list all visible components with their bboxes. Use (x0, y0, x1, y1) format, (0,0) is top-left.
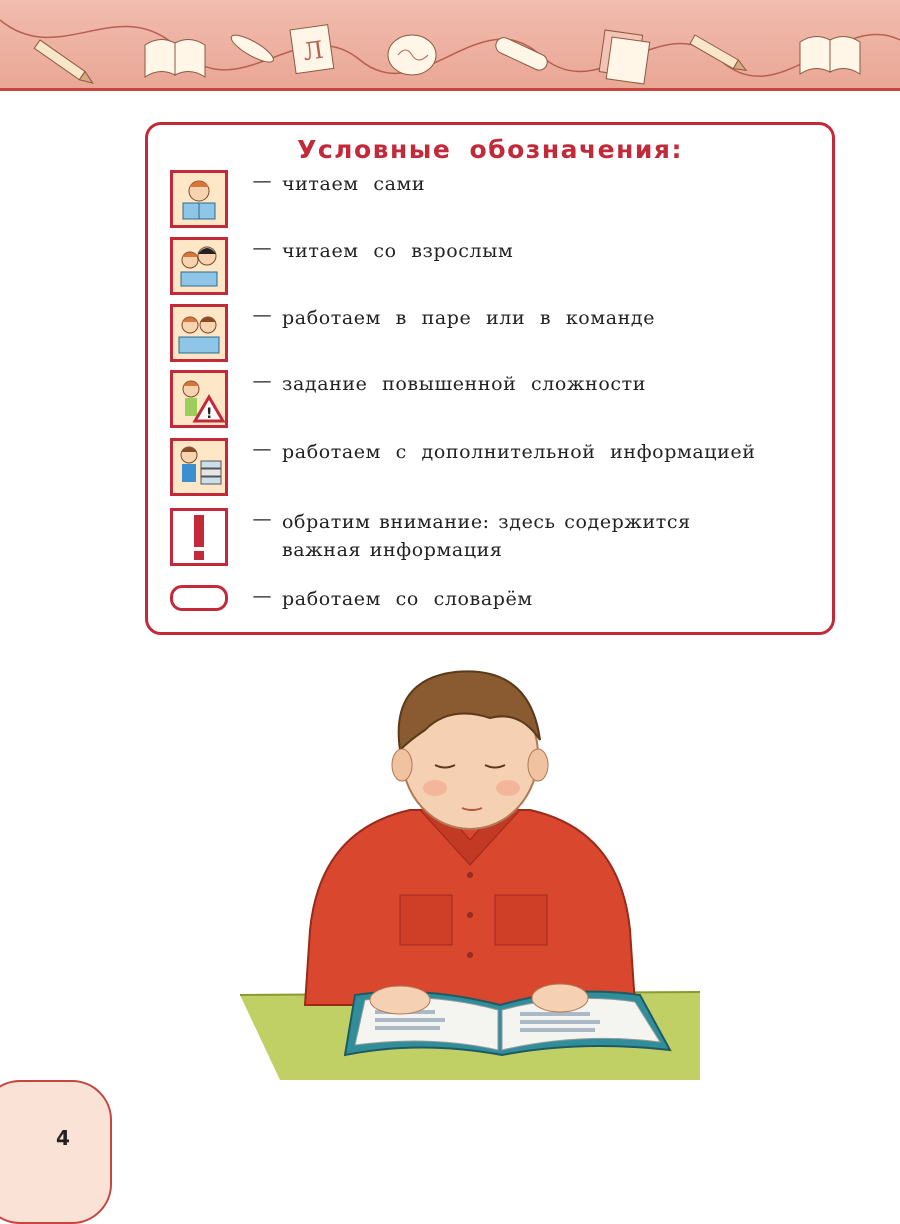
legend-box (145, 122, 835, 635)
legend-item-reading-alone (170, 170, 425, 228)
diploma-doodle-icon (493, 35, 550, 73)
legend-item-important (170, 508, 691, 566)
legend-dash: — (252, 438, 272, 460)
svg-text:!: ! (206, 406, 213, 422)
legend-dash: — (252, 508, 272, 530)
legend-text: работаем со словарём (282, 588, 533, 610)
dictionary-frame-icon (170, 585, 228, 611)
scroll-doodle-icon (388, 35, 436, 75)
open-book-doodle-icon (145, 39, 205, 77)
legend-text-line-2: важная информация (282, 539, 503, 561)
legend-text: работаем в паре или в команде (282, 307, 656, 329)
school-doodles-strip (0, 0, 900, 88)
hard-task-warning-icon (170, 370, 228, 428)
pair-work-icon (170, 304, 228, 362)
legend-dash: — (252, 170, 272, 192)
open-book-doodle-icon-2 (800, 36, 860, 74)
legend-text: работаем с дополнительной информацией (282, 441, 756, 463)
svg-text:Л: Л (301, 35, 326, 67)
legend-item-extra-info (170, 438, 755, 496)
legend-item-hard-task (170, 370, 646, 428)
extra-info-books-icon (170, 438, 228, 496)
exclamation-icon (170, 508, 228, 566)
legend-dash: — (252, 585, 272, 607)
alphabet-cards-doodle-icon (598, 30, 650, 84)
page-number: 4 (56, 1126, 70, 1150)
legend-text: задание повышенной сложности (282, 373, 646, 395)
legend-title: Условные обозначения: (297, 135, 683, 164)
legend-text-line-1: обратим внимание: здесь содержится (282, 511, 691, 533)
letter-card-doodle-icon (290, 25, 334, 74)
top-decorative-band (0, 0, 900, 91)
legend-text-multiline (282, 508, 691, 564)
page-number-tab (0, 1080, 112, 1224)
legend-item-reading-with-adult (170, 237, 513, 295)
pencil-doodle-icon-2 (690, 35, 749, 75)
legend-dash: — (252, 304, 272, 326)
legend-item-dictionary (170, 585, 533, 613)
legend-dash: — (252, 370, 272, 392)
reading-alone-icon (170, 170, 228, 228)
boy-reading-illustration (240, 660, 700, 1084)
feather-doodle-icon (228, 31, 277, 67)
legend-item-pair-work (170, 304, 655, 362)
legend-text: читаем со взрослым (282, 240, 514, 262)
reading-with-adult-icon (170, 237, 228, 295)
legend-dash: — (252, 237, 272, 259)
pencil-doodle-icon (34, 40, 95, 87)
legend-text: читаем сами (282, 173, 426, 195)
